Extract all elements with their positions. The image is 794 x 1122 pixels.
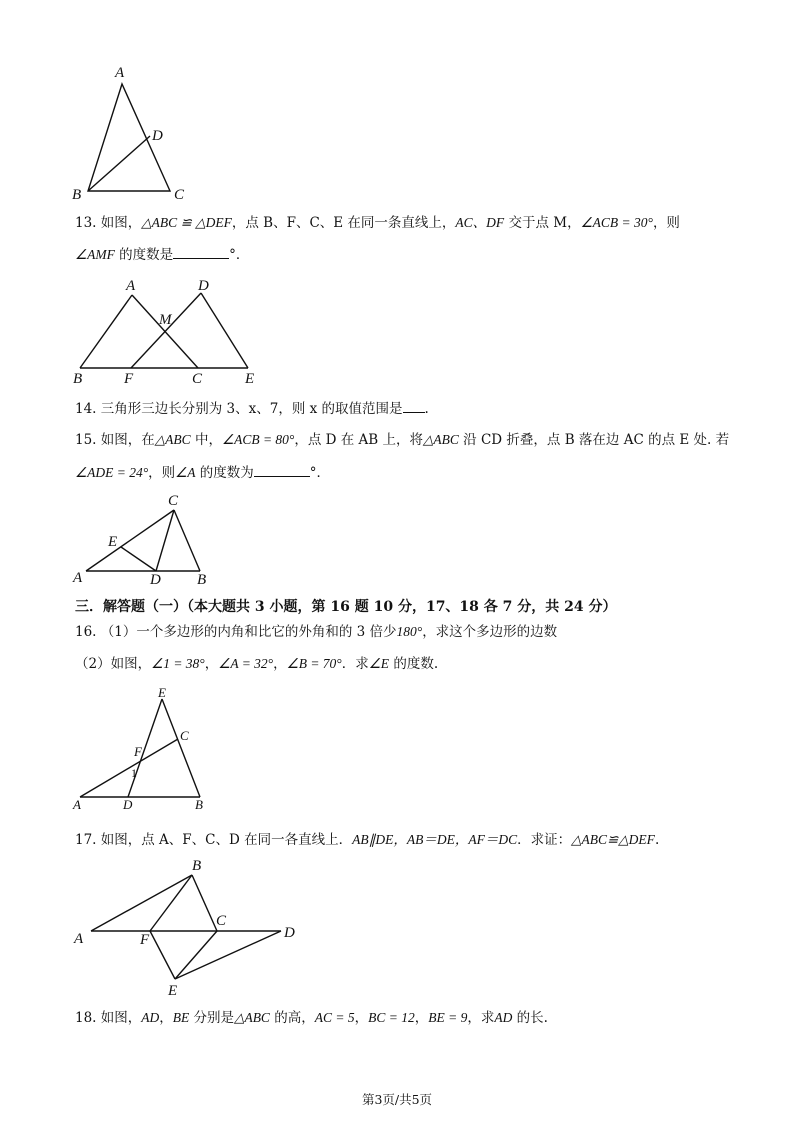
q16-sep-1: ， (204, 656, 219, 672)
question-15-line2 (75, 462, 330, 483)
segment-eb (162, 699, 200, 797)
label-a: A (115, 65, 125, 81)
q17-math-2: △ABC≌△DEF (571, 832, 655, 847)
q16-math-3: ∠A = 32° (218, 656, 274, 671)
question-16-part1 (75, 622, 557, 642)
label-a: A (74, 931, 84, 947)
q18-text-5: ， (354, 1010, 369, 1026)
segment-de (201, 293, 248, 368)
q18-text-4: 的高， (269, 1010, 315, 1026)
label-e: E (158, 685, 166, 700)
label-d: D (123, 797, 133, 812)
q13-text-1: 如图， (100, 215, 142, 231)
label-e: E (245, 371, 255, 387)
label-c: C (180, 728, 189, 743)
label-a: A (73, 797, 81, 812)
q14-answer-blank (403, 398, 425, 413)
q15-answer-blank (254, 462, 310, 477)
figure-q12-triangle (70, 60, 200, 205)
segment-ec (175, 931, 217, 979)
label-b: B (73, 371, 83, 387)
question-14 (75, 398, 429, 419)
label-f: F (124, 371, 134, 387)
segment-bc (192, 875, 217, 931)
label-a: A (126, 278, 136, 294)
q13-num: 13. (75, 215, 97, 231)
label-m: M (159, 312, 172, 328)
q15-text-5: ，则 (148, 465, 176, 481)
q16-math-5: ∠E (368, 656, 390, 671)
q13-math-3: ∠ACB = 30° (580, 215, 653, 230)
q16-text-1: 16. （1）一个多边形的内角和比它的外角和的 3 倍少 (75, 624, 397, 640)
label-a: A (73, 570, 83, 586)
segment-ed (175, 931, 281, 979)
page-footer: 第3页/共5页 (361, 1092, 433, 1107)
segment-cb (174, 510, 200, 571)
q18-math-3: △ABC (234, 1010, 270, 1025)
question-17 (75, 830, 659, 850)
q18-math-7: AD (494, 1010, 513, 1025)
q13-text-2: ，点 B、F、C、E 在同一条直线上， (231, 215, 456, 231)
q18-math-4: AC = 5 (314, 1010, 355, 1025)
label-c: C (168, 493, 179, 509)
q18-math-1: AD (141, 1010, 160, 1025)
q18-math-6: BE = 9 (428, 1010, 468, 1025)
q15-text-6: 的度数为 (195, 465, 254, 481)
q13-text-4: ，则 (652, 215, 680, 231)
q18-text-2: ， (159, 1010, 173, 1026)
label-c: C (174, 187, 185, 203)
q15-text-1: 如图，在 (100, 432, 155, 448)
label-f: F (140, 932, 150, 948)
label-angle-1: 1 (131, 766, 137, 780)
q15-math-2: ∠ACB = 80° (221, 432, 295, 447)
q13-text-5: 的度数是 (114, 247, 174, 263)
q16-text-2c: 的度数. (389, 656, 439, 672)
label-c: C (192, 371, 203, 387)
q17-math-1: AB∥DE，AB＝DE，AF＝DC (352, 832, 518, 847)
label-e: E (108, 534, 118, 550)
label-d: D (284, 925, 295, 941)
q13-text-3: 交于点 M， (504, 215, 581, 231)
q13-math-2: AC、DF (455, 215, 505, 230)
figure-q16 (70, 685, 220, 815)
q16-math-4: ∠B = 70° (286, 656, 342, 671)
label-b: B (72, 187, 82, 203)
label-f: F (134, 744, 142, 759)
label-e: E (168, 983, 178, 999)
question-18 (75, 1008, 548, 1028)
figure-q15 (70, 490, 220, 590)
q18-text-7: ，求 (467, 1010, 495, 1026)
segment-fe (150, 931, 175, 979)
q17-text-2: ．求证： (517, 832, 572, 848)
q16-text-2: （2）如图， (75, 656, 152, 672)
q16-text-1b: ，求这个多边形的边数 (422, 624, 558, 640)
section-3-heading: 三．解答题（一）（本大题共 3 小题，第 16 题 10 分，17、18 各 7 分，共 24 分） (75, 599, 617, 615)
figure-q17 (70, 855, 310, 1005)
q15-math-3: △ABC (423, 432, 459, 447)
q15-text-7: °． (309, 465, 331, 481)
question-15 (75, 430, 729, 450)
q18-math-2: BE (172, 1010, 190, 1025)
label-c: C (216, 913, 227, 929)
q13-answer-blank (173, 244, 229, 259)
segment-ac (86, 510, 174, 571)
question-16-part2 (75, 654, 438, 674)
q18-text-1: 18. 如图， (75, 1010, 142, 1026)
label-b: B (197, 572, 207, 588)
q17-text-1: 17. 如图，点 A、F、C、D 在同一各直线上． (75, 832, 353, 848)
segment-ed (121, 547, 156, 571)
q18-text-3: 分别是 (189, 1010, 235, 1026)
q15-text-2: 中， (190, 432, 222, 448)
q13-math-4: ∠AMF (75, 247, 115, 262)
q15-text-3: ，点 D 在 AB 上，将 (294, 432, 423, 448)
figure-q13 (70, 275, 270, 390)
label-d: D (198, 278, 209, 294)
q14-end: . (424, 401, 429, 417)
q18-text-8: 的长. (512, 1010, 548, 1026)
q16-sep-2: ， (273, 656, 287, 672)
label-d: D (150, 572, 161, 588)
q15-math-1: △ABC (154, 432, 191, 447)
q17-text-3: . (654, 832, 660, 848)
q18-text-6: ， (414, 1010, 429, 1026)
q15-math-4: ∠ADE = 24° (75, 465, 149, 480)
q15-math-5: ∠A (175, 465, 196, 480)
segment-ac (80, 739, 178, 797)
q16-math-1: 180° (396, 624, 423, 639)
question-13-line2 (75, 244, 249, 265)
q14-text: 14. 三角形三边长分别为 3、x、7，则 x 的取值范围是 (75, 401, 403, 417)
segment-cd (156, 510, 174, 571)
q13-math-1: △ABC ≌ △DEF (141, 215, 232, 230)
question-13 (75, 213, 680, 233)
label-b: B (192, 858, 202, 874)
segment-ba (80, 295, 132, 368)
label-b: B (195, 797, 203, 812)
q16-text-2b: ．求 (341, 656, 369, 672)
q13-text-6: °． (229, 247, 250, 263)
q15-text-4: 沿 CD 折叠，点 B 落在边 AC 的点 E 处. 若 (458, 432, 730, 448)
q18-math-5: BC = 12 (368, 1010, 415, 1025)
segment-ab (91, 875, 192, 931)
segment-fd (131, 293, 201, 368)
q16-math-2: ∠1 = 38° (151, 656, 205, 671)
segment-bf (150, 875, 192, 931)
label-d: D (152, 128, 163, 144)
q15-num: 15. (75, 432, 97, 448)
